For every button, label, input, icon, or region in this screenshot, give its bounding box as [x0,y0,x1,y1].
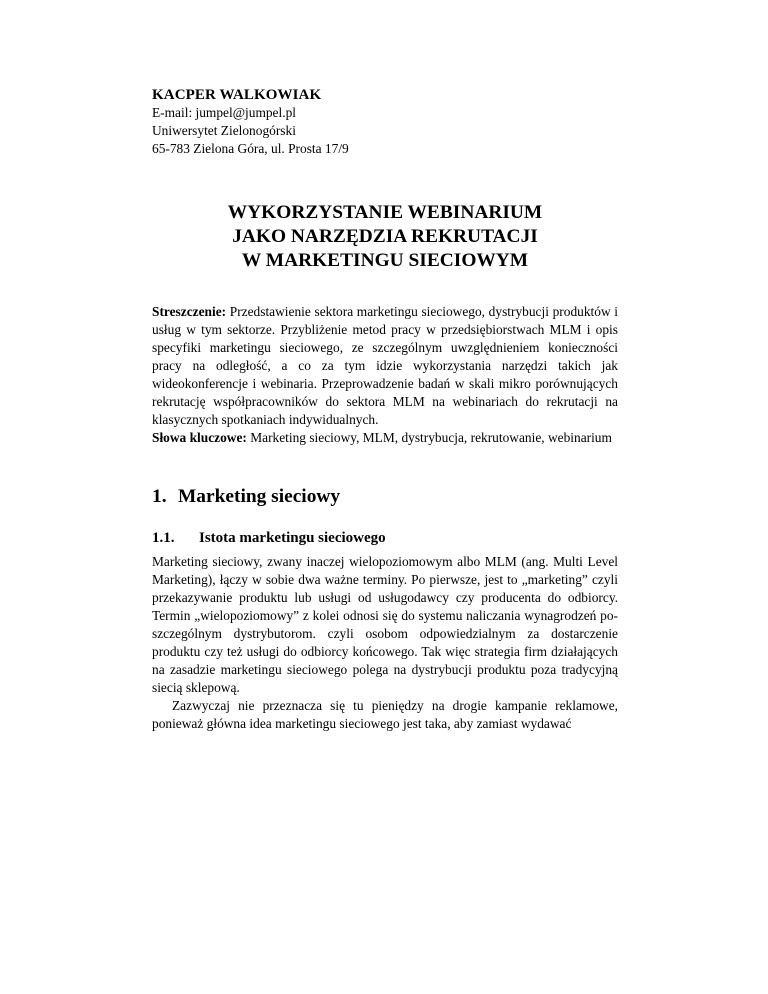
author-name: KACPER WALKOWIAK [152,87,322,103]
keywords-text: Marketing sieciowy, MLM, dystrybucja, rekrutowanie, webinarium [250,430,612,445]
keywords-paragraph [152,429,618,447]
author-block [152,86,618,158]
body-paragraph-1: Marketing sieciowy, zwany inaczej wielopoziomowym albo MLM (ang. Multi Level Marketing), łączy w sobie dwa ważne terminy. Po pierwsze, jest to „marketing” czyli przekazywanie produktu lub usługi od usługodawcy czy producenta do odbiorcy. Termin „wielopoziomowy” z kolei odnosi się do systemu naliczania wynagrodzeń po-szczególnym dystrybutorom. czyli osobom odpowiedzialnym za dostarczenie produktu czy też usługi do odbiorcy końcowego. Tak więc strategia firm działających na zasadzie marketingu sieciowego polega na dystrybucji produktu poza tradycyjną siecią sklepową. [152,554,618,695]
title-line-2: JAKO NARZĘDZIA REKRUTACJI [232,226,538,247]
author-affiliation: Uniwersytet Zielonogórski [152,123,296,138]
title-line-1: WYKORZYSTANIE WEBINARIUM [227,202,543,223]
subsection-heading-1-1 [152,529,618,547]
section-heading-1 [152,485,618,509]
abstract-block [152,303,618,447]
title-line-3: W MARKETINGU SIECIOWYM [241,250,529,271]
paper-title [152,201,618,273]
body-paragraph-2: Zazwyczaj nie przeznacza się tu pieniędzy na drogie kampanie reklamowe, ponieważ główna idea marketingu sieciowego jest taka, aby zamiast wydawać [152,698,618,731]
body-text [152,553,618,733]
section-title: Marketing sieciowy [178,486,341,507]
abstract-label: Streszczenie: [152,304,227,319]
subsection-title: Istota marketingu sieciowego [199,530,386,546]
paper-page [152,86,618,733]
keywords-label: Słowa kluczowe: [152,430,247,445]
abstract-paragraph [152,303,618,429]
subsection-number: 1.1. [152,530,175,546]
author-email: E-mail: jumpel@jumpel.pl [152,105,296,120]
section-number: 1. [152,486,167,507]
abstract-text: Przedstawienie sektora marketingu sieciowego, dystrybucji produktów i usług w tym sektorze. Przybliżenie metod pracy w przedsiębiorstwach MLM i opis specyfiki marketingu sieciowego, ze szczególnym uwzględnieniem konieczności pracy na odległość, a co za tym idzie wykorzystania narzędzi takich jak wideokonferencje i webinaria. Przeprowadzenie badań w skali mikro porównujących rekrutację współpracowników do sektora MLM na webinariach do rekrutacji na klasycznych spotkaniach indywidualnych. [152,304,618,427]
author-address: 65-783 Zielona Góra, ul. Prosta 17/9 [152,141,349,156]
